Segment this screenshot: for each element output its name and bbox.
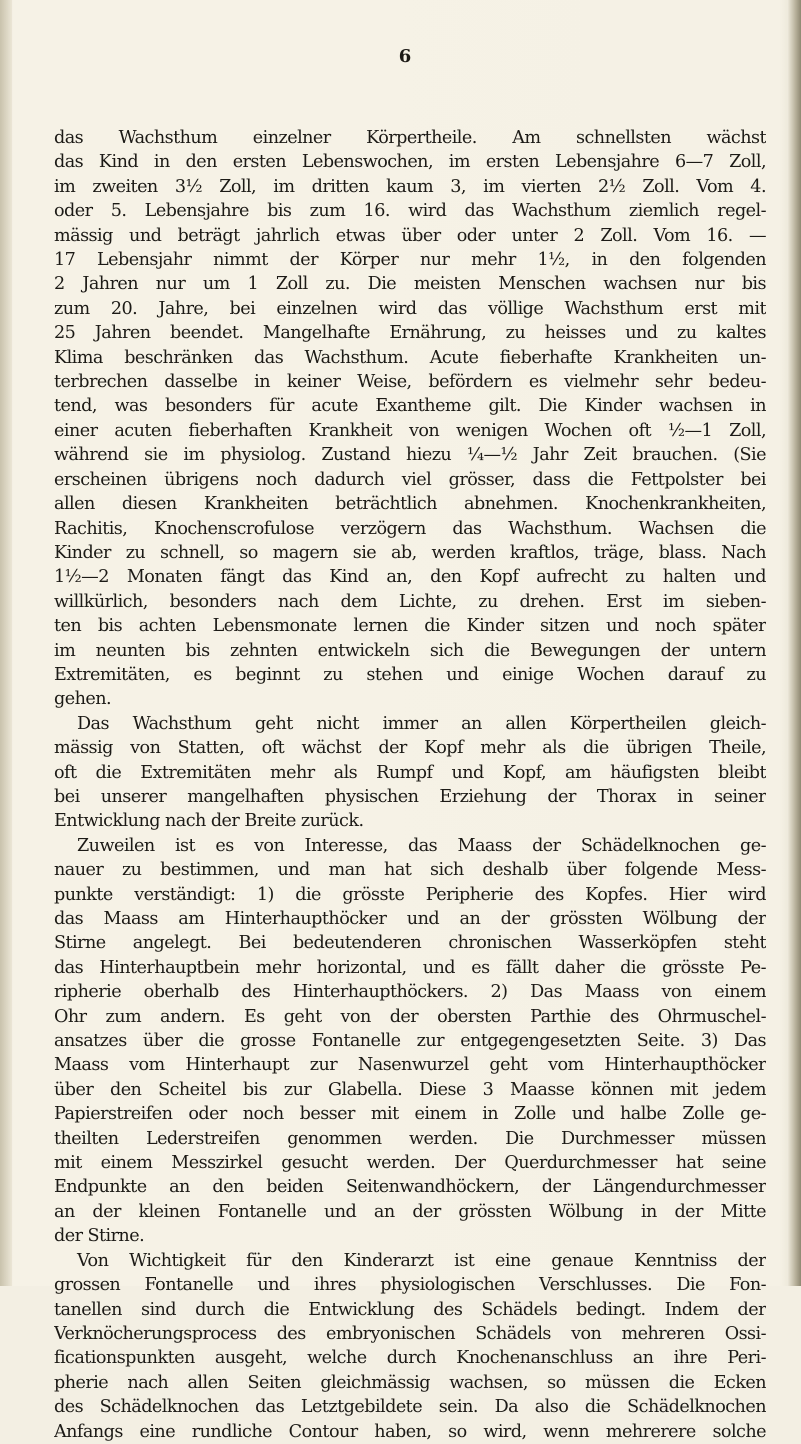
text-line: Verknöcherungsprocess des embryonischen Schädels von mehreren Ossi- (54, 1323, 766, 1344)
text-line: nauer zu bestimmen, und man hat sich deshalb über folgende Mess- (54, 860, 766, 881)
text-line: mässig von Statten, oft wächst der Kopf mehr als die übrigen Theile, (54, 738, 766, 759)
text-line: Ohr zum andern. Es geht von der obersten Parthie des Ohrmuschel- (54, 1006, 766, 1027)
text-line: während sie im physiolog. Zustand hiezu ¼—½ Jahr Zeit brauchen. (Sie (54, 445, 766, 466)
text-line: 1½—2 Monaten fängt das Kind an, den Kopf aufrecht zu halten und (54, 567, 766, 588)
text-line: punkte verständigt: 1) die grösste Peripherie des Kopfes. Hier wird (54, 884, 766, 905)
text-line: Papierstreifen oder noch besser mit einem in Zolle und halbe Zolle ge- (54, 1104, 766, 1125)
text-line: einer acuten fieberhaften Krankheit von wenigen Wochen oft ½—1 Zoll, (54, 420, 766, 441)
text-line: Rachitis, Knochenscrofulose verzögern das Wachsthum. Wachsen die (54, 518, 766, 539)
text-line: im neunten bis zehnten entwickeln sich die Bewegungen der untern (54, 640, 766, 661)
text-line: terbrechen dasselbe in keiner Weise, befördern es vielmehr sehr bedeu- (54, 372, 766, 393)
text-line: pherie nach allen Seiten gleichmässig wachsen, so müssen die Ecken (54, 1372, 766, 1393)
text-line: gehen. (54, 689, 112, 710)
text-line: tanellen sind durch die Entwicklung des Schädels bedingt. Indem der (54, 1299, 766, 1320)
page-binding-shadow (0, 0, 12, 1286)
text-line: ten bis achten Lebensmonate lernen die Kinder sitzen und noch später (54, 616, 766, 637)
text-line: Zuweilen ist es von Interesse, das Maass der Schädelknochen ge- (77, 835, 766, 856)
text-line: allen diesen Krankheiten beträchtlich abnehmen. Knochenkrankheiten, (54, 494, 766, 515)
text-line: des Schädelknochen das Letztgebildete sein. Da also die Schädelknochen (54, 1397, 766, 1418)
text-line: Endpunkte an den beiden Seitenwandhöckern, der Längendurchmesser (54, 1177, 766, 1198)
text-line: 17 Lebensjahr nimmt der Körper nur mehr 1½, in den folgenden (54, 250, 766, 271)
body-text (54, 126, 766, 1444)
text-line: 25 Jahren beendet. Mangelhafte Ernährung, zu heisses und zu kaltes (54, 323, 766, 344)
text-line: bei unserer mangelhaften physischen Erziehung der Thorax in seiner (54, 786, 766, 807)
text-line: Anfangs eine rundliche Contour haben, so wird, wenn mehrerere solche (54, 1421, 766, 1442)
text-line: Das Wachsthum geht nicht immer an allen Körpertheilen gleich- (77, 713, 766, 734)
text-line: das Hinterhauptbein mehr horizontal, und es fällt daher die grösste Pe- (54, 957, 766, 978)
text-line: das Maass am Hinterhaupthöcker und an der grössten Wölbung der (54, 909, 766, 929)
text-line: 2 Jahren nur um 1 Zoll zu. Die meisten Menschen wachsen nur bis (54, 274, 766, 295)
page-number: 6 (398, 46, 412, 67)
text-line: Maass vom Hinterhaupt zur Nasenwurzel geht vom Hinterhaupthöcker (54, 1055, 766, 1076)
text-line: tend, was besonders für acute Exantheme gilt. Die Kinder wachsen in (54, 396, 766, 417)
text-line: das Kind in den ersten Lebenswochen, im ersten Lebensjahre 6—7 Zoll, (54, 152, 766, 173)
text-line: ficationspunkten ausgeht, welche durch Knochenanschluss an ihre Peri- (54, 1348, 766, 1369)
text-line: an der kleinen Fontanelle und an der grössten Wölbung in der Mitte (54, 1201, 766, 1222)
text-line: theilten Lederstreifen genommen werden. Die Durchmesser müssen (54, 1128, 766, 1149)
text-line: ripherie oberhalb des Hinterhaupthöckers. 2) Das Maass von einem (54, 982, 766, 1003)
text-line: oft die Extremitäten mehr als Rumpf und Kopf, am häufigsten bleibt (54, 762, 766, 783)
text-line: Extremitäten, es beginnt zu stehen und einige Wochen darauf zu (54, 664, 766, 685)
text-line: Von Wichtigkeit für den Kinderarzt ist eine genaue Kenntniss der (77, 1250, 766, 1271)
text-line: Stirne angelegt. Bei bedeutenderen chronischen Wasserköpfen steht (54, 933, 766, 954)
text-line: grossen Fontanelle und ihres physiologischen Verschlusses. Die Fon- (54, 1275, 766, 1296)
text-line: ansatzes über die grosse Fontanelle zur entgegengesetzten Seite. 3) Das (54, 1031, 766, 1052)
text-line: Entwicklung nach der Breite zurück. (54, 811, 364, 832)
text-line: das Wachsthum einzelner Körpertheile. Am schnellsten wächst (54, 128, 766, 148)
text-line: oder 5. Lebensjahre bis zum 16. wird das Wachsthum ziemlich regel- (54, 201, 766, 222)
page-edge-shadow (787, 0, 801, 1286)
text-line: mässig und beträgt jahrlich etwas über oder unter 2 Zoll. Vom 16. — (54, 225, 766, 246)
text-line: Klima beschränken das Wachsthum. Acute fieberhafte Krankheiten un- (54, 347, 766, 368)
text-line: über den Scheitel bis zur Glabella. Diese 3 Maasse können mit jedem (54, 1079, 766, 1100)
text-line: mit einem Messzirkel gesucht werden. Der Querdurchmesser hat seine (54, 1153, 766, 1174)
text-line: im zweiten 3½ Zoll, im dritten kaum 3, im vierten 2½ Zoll. Vom 4. (54, 176, 766, 197)
text-line: erscheinen übrigens noch dadurch viel grösser, dass die Fettpolster bei (54, 469, 766, 490)
text-line: willkürlich, besonders nach dem Lichte, zu drehen. Erst im sieben- (54, 591, 766, 612)
text-line: der Stirne. (54, 1226, 145, 1247)
text-line: Kinder zu schnell, so magern sie ab, werden kraftlos, träge, blass. Nach (54, 542, 766, 563)
text-line: zum 20. Jahre, bei einzelnen wird das völlige Wachsthum erst mit (54, 298, 766, 319)
